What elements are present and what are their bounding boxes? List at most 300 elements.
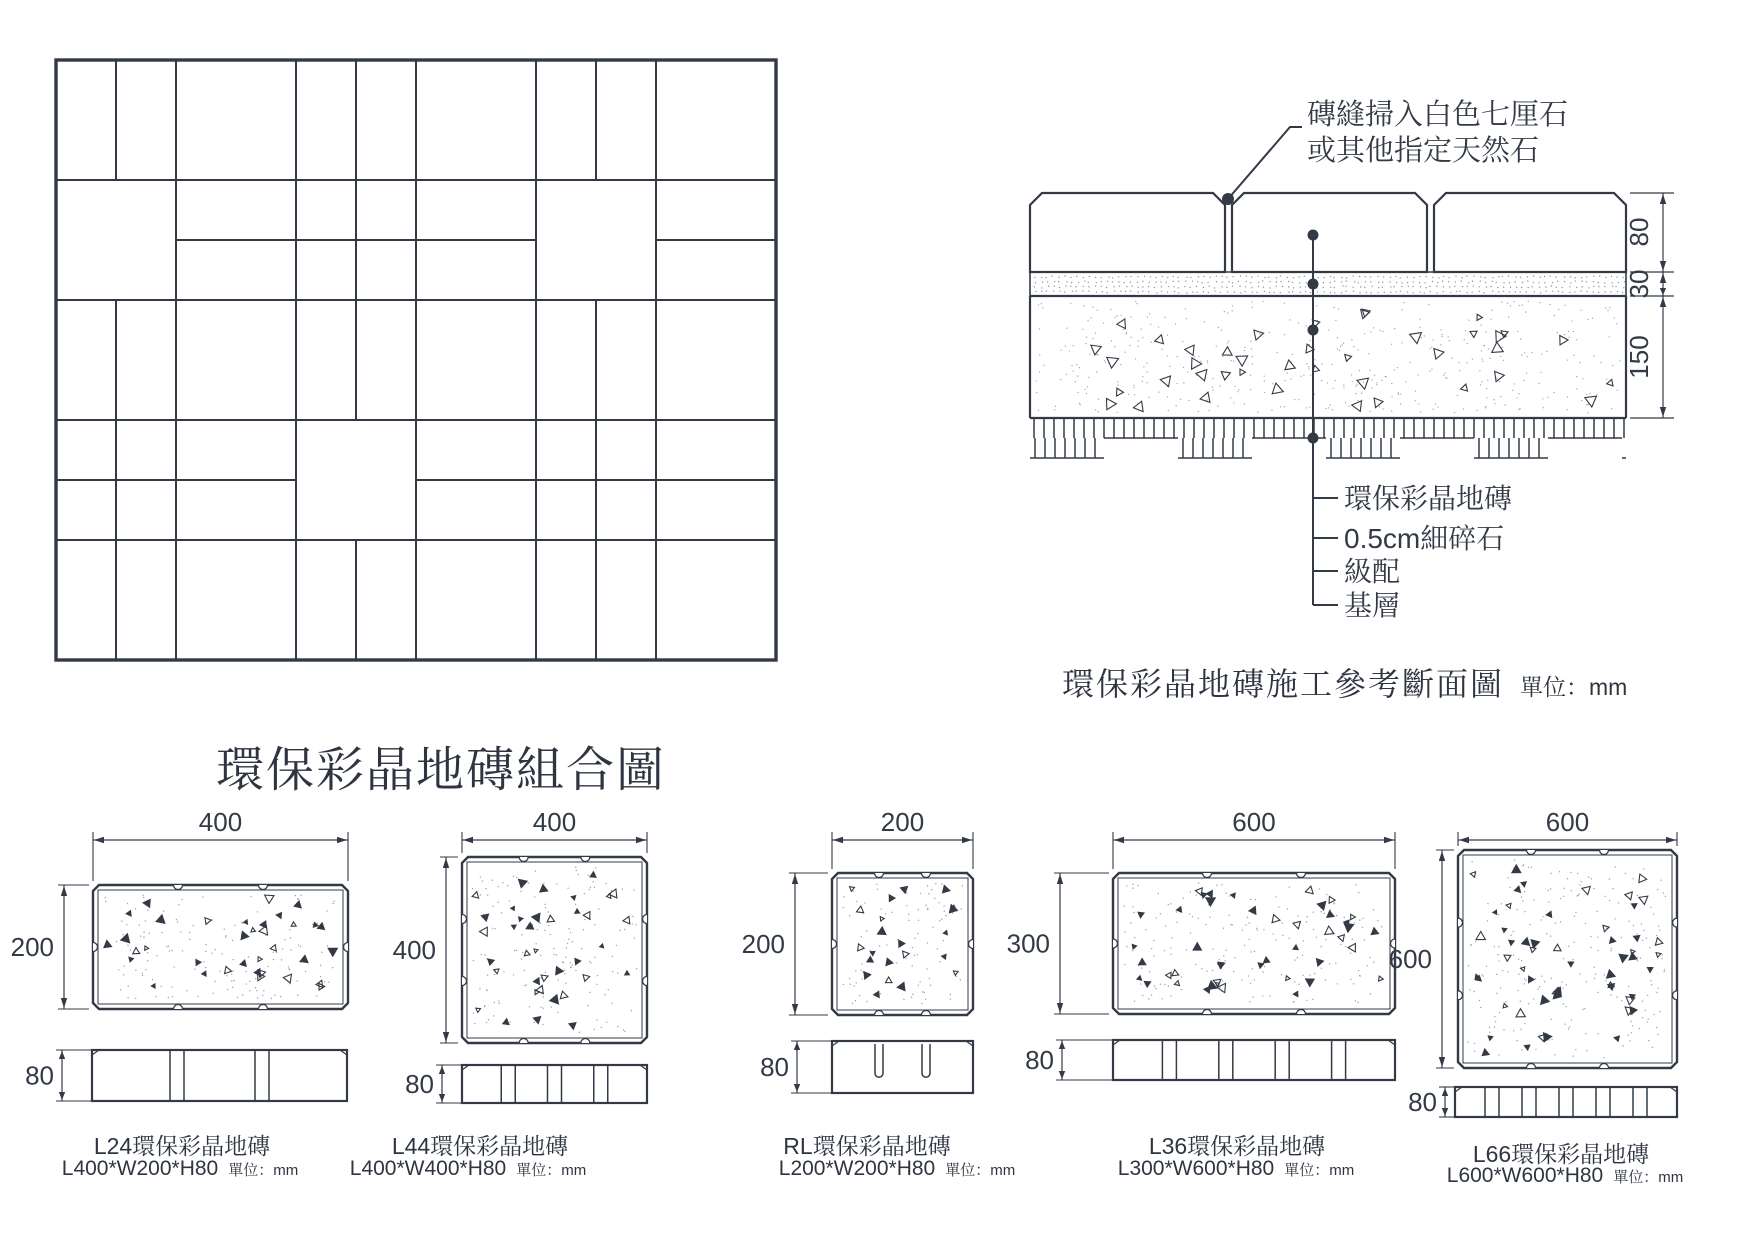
product-spec-0 (62, 1157, 298, 1181)
stipple-dot (332, 967, 333, 968)
stipple-dot (1628, 921, 1629, 922)
bedding-dot (1552, 282, 1553, 283)
bedding-dot (1611, 276, 1612, 277)
stipple-dot (212, 993, 213, 994)
paving-cell (596, 420, 656, 480)
aggregate-dot (1568, 331, 1569, 332)
bedding-dot (1461, 280, 1462, 281)
stipple-dot (598, 908, 599, 909)
aggregate-triangle (1560, 335, 1568, 345)
stipple-dot (1514, 860, 1515, 861)
stipple-dot (550, 934, 551, 935)
bedding-dot (1544, 282, 1545, 283)
spacer-nub (581, 857, 590, 862)
stipple-dot (589, 889, 590, 890)
stipple-dot (1481, 974, 1482, 975)
stipple-dot (1263, 929, 1264, 930)
aggregate-dot (1586, 394, 1587, 395)
aggregate-dot (1500, 396, 1501, 397)
stipple-dot (1539, 986, 1540, 987)
aggregate-dot (1271, 410, 1272, 411)
spacer-nub (643, 915, 647, 924)
stipple-dot (1320, 946, 1321, 947)
aggregate-dot (1332, 409, 1333, 410)
spacer-nub (1527, 850, 1536, 855)
stipple-dot (545, 907, 546, 908)
aggregate-dot (1582, 378, 1583, 379)
product-width-dim: 600 (1232, 807, 1276, 837)
aggregate-dot (1391, 383, 1392, 384)
aggregate-dot (1188, 400, 1189, 401)
bedding-dot (1352, 275, 1353, 276)
aggregate-dot (1036, 392, 1037, 393)
stipple-dot (1474, 1043, 1475, 1044)
stipple-dot (575, 970, 576, 971)
bedding-dot (1419, 276, 1420, 277)
bedding-dot (1137, 282, 1138, 283)
bedding-dot (1370, 276, 1371, 277)
stipple-dot (1223, 955, 1224, 956)
dim-arrow (792, 1004, 798, 1014)
stipple-dot (1610, 994, 1611, 995)
stipple-dot (1225, 893, 1226, 894)
aggregate-dot (1092, 307, 1093, 308)
bedding-dot (1178, 281, 1179, 282)
aggregate-dot (1343, 387, 1344, 388)
bedding-dot (1305, 291, 1306, 292)
bedding-dot (1448, 281, 1449, 282)
aggregate-dot (1131, 337, 1132, 338)
aggregate-dot (1314, 393, 1315, 394)
stipple-dot (494, 974, 495, 975)
stipple-dot (1358, 970, 1359, 971)
aggregate-dot (1457, 395, 1458, 396)
paving-cell (176, 540, 296, 660)
stipple-dot (1254, 951, 1255, 952)
bedding-dot (1472, 281, 1473, 282)
stipple-dot (1657, 889, 1658, 890)
stipple-dot (1575, 912, 1576, 913)
bedding-dot (1156, 281, 1157, 282)
product-name-4: L66環保彩晶地磚 (1472, 1141, 1650, 1167)
aggregate-dot (1547, 397, 1548, 398)
bedding-dot (1483, 292, 1484, 293)
stipple-dot (225, 936, 226, 937)
stipple-dot (1124, 905, 1125, 906)
stipple-dot (526, 984, 527, 985)
aggregate-dot (1146, 362, 1147, 363)
stipple-dot (935, 883, 936, 884)
stipple-dot (1639, 1028, 1640, 1029)
product-height-dim: 600 (1388, 944, 1432, 974)
aggregate-dot (1079, 403, 1080, 404)
bedding-dot (1186, 276, 1187, 277)
stipple-dot (880, 993, 881, 994)
bedding-dot (1118, 276, 1119, 277)
stipple-dot (1229, 915, 1230, 916)
stipple-dot (927, 885, 928, 886)
stipple-dot (1469, 989, 1470, 990)
stipple-dot (232, 959, 233, 960)
bedding-dot (1480, 281, 1481, 282)
stipple-dot (859, 995, 860, 996)
stipple-dot (1544, 981, 1545, 982)
stipple-dot (1636, 933, 1637, 934)
stipple-dot (1590, 947, 1591, 948)
stipple-dot (1586, 981, 1587, 982)
aggregate-dot (1314, 359, 1315, 360)
bedding-dot (1353, 291, 1354, 292)
dim-arrow (94, 837, 104, 843)
aggregate-dot (1592, 318, 1593, 319)
aggregate-dot (1041, 303, 1042, 304)
aggregate-dot (1607, 310, 1608, 311)
bedding-dot (1496, 282, 1497, 283)
product-name-1: L44環保彩晶地磚 (391, 1133, 569, 1159)
stipple-dot (605, 883, 606, 884)
bedding-dot (1401, 282, 1402, 283)
aggregate-dot (1198, 411, 1199, 412)
stipple-dot (849, 915, 850, 916)
bedding-dot (1088, 290, 1089, 291)
stipple-dot (1353, 983, 1354, 984)
stipple-dot (298, 944, 299, 945)
stipple-dot (1594, 966, 1595, 967)
stipple-dot (472, 888, 473, 889)
stipple-dot (289, 969, 290, 970)
bedding-dot (1304, 275, 1305, 276)
bedding-dot (1173, 286, 1174, 287)
aggregate-dot (1183, 382, 1184, 383)
aggregate-dot (1421, 337, 1422, 338)
stipple-dot (570, 967, 571, 968)
stipple-dot (1470, 944, 1471, 945)
aggregate-dot (1142, 337, 1143, 338)
aggregate-dot (1142, 381, 1143, 382)
aggregate-dot (1522, 304, 1523, 305)
bedding-dot (1071, 282, 1072, 283)
bedding-dot (1370, 281, 1371, 282)
stipple-dot (1513, 955, 1514, 956)
aggregate-dot (1588, 412, 1589, 413)
stipple-dot (1254, 979, 1255, 980)
stipple-dot (295, 895, 296, 896)
aggregate-dot (1129, 345, 1130, 346)
paving-cell (656, 540, 776, 660)
stipple-dot (297, 994, 298, 995)
bedding-dot (1330, 276, 1331, 277)
aggregate-dot (1272, 383, 1273, 384)
stipple-dot (142, 975, 143, 976)
bedding-dot (1058, 281, 1059, 282)
stipple-dot (143, 897, 144, 898)
stipple-dot (163, 911, 164, 912)
stipple-dot (596, 984, 597, 985)
paving-cell (416, 540, 536, 660)
bedding-dot (1598, 282, 1599, 283)
bedding-dot (1156, 292, 1157, 293)
aggregate-dot (1588, 404, 1589, 405)
product-2 (789, 832, 973, 1093)
stipple-dot (1229, 895, 1230, 896)
bedding-dot (1522, 282, 1523, 283)
aggregate-triangle (1495, 370, 1505, 382)
bedding-dot (1264, 291, 1265, 292)
bedding-dot (1232, 276, 1233, 277)
stipple-dot (1528, 1003, 1529, 1004)
stipple-dot (118, 969, 119, 970)
bedding-dot (1190, 277, 1191, 278)
aggregate-dot (1097, 354, 1098, 355)
aggregate-dot (1123, 329, 1124, 330)
bedding-dot (1222, 275, 1223, 276)
bedding-dot (1258, 282, 1259, 283)
aggregate-dot (1472, 358, 1473, 359)
aggregate-dot (1117, 381, 1118, 382)
stipple-dot (911, 997, 912, 998)
bedding-dot (1196, 291, 1197, 292)
stipple-dot (930, 985, 931, 986)
bedding-dot (1102, 291, 1103, 292)
stipple-dot (587, 874, 588, 875)
aggregate-dot (1499, 381, 1500, 382)
aggregate-dot (1328, 329, 1329, 330)
paving-cell (116, 420, 176, 480)
spacer-nub (93, 943, 98, 952)
stipple-dot (1369, 957, 1370, 958)
bedding-dot (1438, 277, 1439, 278)
spacer-nub (519, 857, 528, 862)
aggregate-dot (1218, 327, 1219, 328)
stipple-dot (1578, 893, 1579, 894)
stipple-dot (1588, 876, 1589, 877)
paving-cell (176, 240, 296, 300)
aggregate-dot (1368, 353, 1369, 354)
stipple-dot (1307, 916, 1308, 917)
stipple-dot (1646, 938, 1647, 939)
aggregate-dot (1369, 370, 1370, 371)
aggregate-dot (1394, 369, 1395, 370)
aggregate-dot (1208, 410, 1209, 411)
aggregate-dot (1066, 327, 1067, 328)
stipple-dot (507, 885, 508, 886)
bedding-dot (1178, 292, 1179, 293)
aggregate-dot (1516, 397, 1517, 398)
spacer-nub (1203, 873, 1212, 878)
aggregate-dot (1044, 365, 1045, 366)
aggregate-dot (1308, 368, 1309, 369)
stipple-dot (1377, 920, 1378, 921)
stipple-dot (1160, 983, 1161, 984)
stipple-dot (1195, 964, 1196, 965)
dim-arrow (1059, 1041, 1065, 1049)
stipple-dot (943, 905, 944, 906)
stipple-dot (516, 877, 517, 878)
stipple-dot (1643, 930, 1644, 931)
stipple-dot (1216, 884, 1217, 885)
stipple-dot (1124, 931, 1125, 932)
bedding-dot (1352, 286, 1353, 287)
stipple-dot (1242, 929, 1243, 930)
stipple-dot (1362, 918, 1363, 919)
stipple-dot (1547, 890, 1548, 891)
stipple-dot (1658, 926, 1659, 927)
stipple-dot (1132, 884, 1133, 885)
stipple-dot (143, 931, 144, 932)
bedding-dot (1101, 286, 1102, 287)
aggregate-dot (1222, 356, 1223, 357)
bedding-dot (1599, 275, 1600, 276)
dim-arrow (794, 1084, 800, 1092)
stipple-dot (1352, 939, 1353, 940)
bedding-dot (1516, 286, 1517, 287)
bedding-dot (1490, 286, 1491, 287)
stipple-dot (928, 893, 929, 894)
aggregate-dot (1087, 386, 1088, 387)
stipple-dot (1579, 973, 1580, 974)
bedding-dot (1125, 291, 1126, 292)
bedding-dot (1365, 281, 1366, 282)
stipple-dot (245, 971, 246, 972)
aggregate-dot (1298, 399, 1299, 400)
product-spec-unit-3: 單位：mm (1284, 1162, 1355, 1179)
aggregate-dot (1095, 332, 1096, 333)
aggregate-dot (1526, 373, 1527, 374)
stipple-dot (564, 970, 565, 971)
aggregate-dot (1230, 397, 1231, 398)
stipple-dot (1250, 951, 1251, 952)
bedding-dot (1473, 285, 1474, 286)
aggregate-dot (1355, 386, 1356, 387)
stipple-dot (540, 955, 541, 956)
aggregate-triangle (1117, 319, 1126, 329)
aggregate-dot (1445, 377, 1446, 378)
product-width-dim: 600 (1545, 807, 1590, 837)
bedding-dot (1240, 292, 1241, 293)
spacer-nub (1600, 850, 1609, 855)
bedding-dot (1041, 287, 1042, 288)
stipple-dot (1501, 903, 1502, 904)
aggregate-dot (1300, 376, 1301, 377)
bedding-dot (1048, 285, 1049, 286)
stipple-dot (498, 1003, 499, 1004)
stipple-dot (892, 912, 893, 913)
stipple-dot (1577, 895, 1578, 896)
aggregate-dot (1569, 336, 1570, 337)
aggregate-dot (1227, 342, 1228, 343)
stipple-dot (1294, 981, 1295, 982)
aggregate-dot (1167, 335, 1168, 336)
product-thickness-dim: 80 (405, 1069, 434, 1099)
bedding-dot (1256, 292, 1257, 293)
bedding-dot (1371, 292, 1372, 293)
aggregate-triangle (1357, 378, 1370, 390)
bedding-dot (1240, 275, 1241, 276)
aggregate-dot (1353, 346, 1354, 347)
stipple-dot (1249, 1001, 1250, 1002)
stipple-dot (1153, 940, 1154, 941)
stipple-dot (1140, 983, 1141, 984)
dim-arrow (1442, 1088, 1448, 1096)
stipple-dot (494, 928, 495, 929)
stipple-dot (1278, 906, 1279, 907)
stipple-dot (1468, 965, 1469, 966)
stipple-dot (594, 957, 595, 958)
bedding-dot (1551, 285, 1552, 286)
aggregate-dot (1370, 411, 1371, 412)
bedding-dot (1570, 276, 1571, 277)
aggregate-dot (1136, 303, 1137, 304)
bedding-dot (1564, 281, 1565, 282)
bedding-dot (1498, 291, 1499, 292)
bedding-dot (1324, 291, 1325, 292)
stipple-dot (1158, 893, 1159, 894)
paving-cell (176, 420, 296, 480)
product-spec-unit-0: 單位：mm (228, 1162, 299, 1179)
aggregate-dot (1161, 349, 1162, 350)
bedding-dot (1429, 291, 1430, 292)
bedding-dot (1484, 277, 1485, 278)
stipple-dot (1233, 971, 1234, 972)
stipple-dot (1255, 899, 1256, 900)
aggregate-dot (1415, 391, 1416, 392)
aggregate-dot (1284, 303, 1285, 304)
product-1 (436, 832, 647, 1103)
aggregate-dot (1487, 380, 1488, 381)
paving-cell (416, 480, 536, 540)
aggregate-triangle (1222, 347, 1232, 356)
product-name-3: L36環保彩晶地磚 (1148, 1133, 1326, 1159)
aggregate-dot (1576, 376, 1577, 377)
stipple-dot (1522, 900, 1523, 901)
stipple-dot (570, 962, 571, 963)
bedding-dot (1066, 281, 1067, 282)
stipple-dot (1658, 988, 1659, 989)
stipple-dot (1597, 992, 1598, 993)
bedding-dot (1389, 281, 1390, 282)
paving-cell (296, 300, 356, 420)
aggregate-dot (1435, 404, 1436, 405)
bedding-dot (1208, 292, 1209, 293)
dim-arrow (59, 1092, 65, 1100)
bedding-dot (1323, 282, 1324, 283)
bedding-dot (1508, 275, 1509, 276)
stipple-dot (860, 970, 861, 971)
stipple-dot (225, 935, 226, 936)
stipple-dot (1648, 1019, 1649, 1020)
stipple-dot (1594, 978, 1595, 979)
bedding-dot (1238, 281, 1239, 282)
stipple-dot (1190, 891, 1191, 892)
bedding-dot (1342, 285, 1343, 286)
aggregate-triangle (1090, 345, 1102, 355)
stipple-dot (203, 961, 204, 962)
bedding-dot (1555, 276, 1556, 277)
stipple-dot (1289, 937, 1290, 938)
paving-cell (596, 60, 656, 180)
bedding-dot (1174, 291, 1175, 292)
stipple-dot (1586, 1033, 1587, 1034)
stipple-dot (121, 921, 122, 922)
stipple-dot (1257, 929, 1258, 930)
bedding-dot (1480, 276, 1481, 277)
stipple-dot (1183, 897, 1184, 898)
bedding-dot (1345, 290, 1346, 291)
stipple-dot (1572, 959, 1573, 960)
bedding-dot (1407, 291, 1408, 292)
stipple-dot (214, 981, 215, 982)
stipple-dot (1665, 896, 1666, 897)
